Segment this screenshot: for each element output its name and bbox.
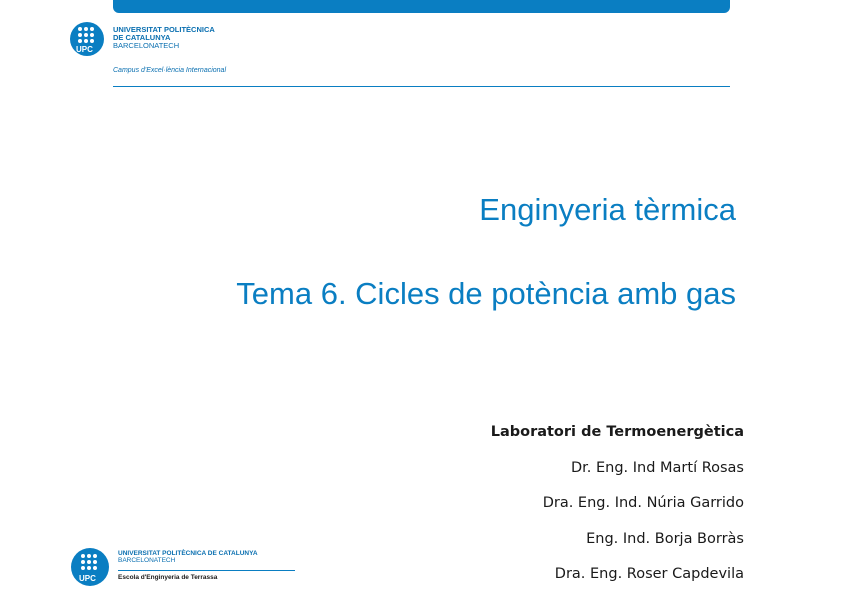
logo-line-1: UNIVERSITAT POLITÈCNICA — [113, 25, 215, 34]
footer-divider — [118, 570, 295, 571]
upc-logo-icon — [70, 22, 104, 56]
authors-block — [491, 422, 744, 600]
school-name: Escola d'Enginyeria de Terrassa — [118, 574, 218, 581]
footer-logo-line-2: BARCELONATECH — [118, 557, 176, 564]
header-bar — [113, 0, 730, 13]
logo-line-2: DE CATALUNYA — [113, 33, 171, 42]
upc-logo-icon — [71, 548, 109, 586]
upc-mark: UPC — [79, 574, 96, 583]
author-name: Dra. Eng. Ind. Núria Garrido — [542, 495, 744, 511]
slide-subtitle: Tema 6. Cicles de potència amb gas — [236, 276, 736, 311]
author-name: Dra. Eng. Roser Capdevila — [554, 566, 744, 582]
author-name: Dr. Eng. Ind Martí Rosas — [570, 459, 744, 476]
lab-name: Laboratori de Termoenergètica — [490, 424, 744, 440]
header-divider — [113, 86, 730, 87]
upc-mark: UPC — [76, 45, 93, 54]
campus-tagline: Campus d'Excel·lència Internacional — [113, 67, 227, 74]
slide-title: Enginyeria tèrmica — [479, 192, 736, 227]
author-name: Eng. Ind. Borja Borràs — [586, 530, 744, 547]
logo-line-3: BARCELONATECH — [113, 41, 180, 50]
footer-logo-line-1: UNIVERSITAT POLITÈCNICA DE CATALUNYA — [118, 550, 258, 557]
